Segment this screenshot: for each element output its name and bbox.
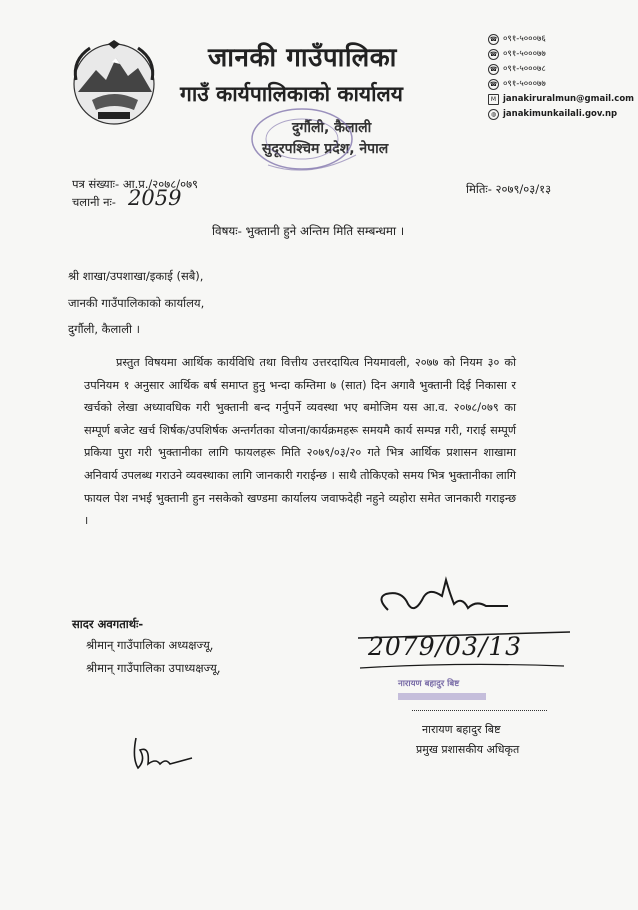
cc-heading: सादर अवगतार्थः- [72,617,144,631]
signatory-title: प्रमुख प्रशासकीय अधिकृत [416,743,520,756]
signature-dots [412,710,547,711]
name-stamp: नारायण बहादुर बिष्ट [398,678,548,706]
place-line: दुर्गौली, कैलाली [292,120,372,136]
addressee-line-2: जानकी गाउँपालिकाको कार्यालय, [68,296,205,310]
contact-block [488,32,634,122]
phone-row-2: ☎ ०९१-५०००७७ [489,49,546,59]
signatory-name: नारायण बहादुर बिष्ट [422,723,501,736]
handwritten-date: 2079/03/13 [368,632,523,661]
dispatch-number: 2059 [128,186,182,210]
letter-number: पत्र संख्याः- आ.प्र./२०७८/०७९ [72,177,199,191]
phone-icon: ☎ [489,36,498,43]
mail-icon: M [488,94,499,105]
dispatch-label: चलानी नः- [72,195,116,209]
addressee-line-1: श्री शाखा/उपशाखा/इकाई (सबै), [68,269,204,283]
phone-icon: ☎ [489,81,498,88]
email-row: M janakiruralmun@gmail.com [488,92,634,107]
phone-row-4: ☎ ०९१-५०००७७ [489,79,546,89]
globe-icon: ◍ [488,109,499,120]
letter-date: मितिः- २०७९/०३/१३ [466,182,552,196]
website-row: ◍ janakimunkailali.gov.np [488,107,634,122]
province-line: सुदूरपश्चिम प्रदेश, नेपाल [262,141,389,157]
office-title: गाउँ कार्यपालिकाको कार्यालय [180,82,403,106]
letter-body: प्रस्तुत विषयमा आर्थिक कार्यविधि तथा वित्तीय उत्तरदायित्व नियमावली, २०७७ को नियम ३० को उपनियम १ अनुसार आर्थिक बर्ष समाप्त हुनु भन्दा कम्तिमा ७ (सात) दिन अगावै भुक्तानी दिई निकासा र खर्चको लेखा अध्यावधिक गरी भुक्तानी बन्द गर्नुपर्ने व्यवस्था भए बमोजिम यस आ.व. २०७८/०७९ का सम्पूर्ण बजेट खर्च शिर्षक/उपशिर्षक अन्तर्गतका योजना/कार्यक्रमहरू समयमै कार्य सम्पन्न गरी, गराई सम्पूर्ण प्रकिया पुरा गरी भुक्तानीका लागि फायलहरू मिति २०७९/०३/२० गते भित्र आर्थिक प्रशासन शाखामा अनिवार्य उपलब्ध गराउने व्यवस्थाका लागि जानकारी गराईन्छ । साथै तोकिएको समय भित्र भुक्तानीका लागि फायल पेश नभई भुक्तानी हुन नसकेको खण्डमा कार्यालय जवाफदेही नहुने व्यहोरा समेत जानकारी गराइन्छ । [84,356,516,528]
municipality-title: जानकी गाउँपालिका [208,43,397,73]
handwritten-signature [358,570,573,680]
phone-row-1: ☎ ०९१-५०००७६ [489,34,546,44]
nepal-emblem-logo [68,40,160,128]
phone-row-3: ☎ ०९१-५०००७८ [489,64,546,74]
cc-item-2: श्रीमान् गाउँपालिका उपाध्यक्षज्यू, [86,661,221,675]
addressee-line-3: दुर्गौली, कैलाली । [68,322,141,336]
cc-item-1: श्रीमान् गाउँपालिका अध्यक्षज्यू, [86,638,214,652]
subject-line: विषयः- भुक्तानी हुने अन्तिम मिति सम्बन्धमा । [212,224,405,238]
phone-icon: ☎ [489,51,498,58]
office-stamp [250,105,370,183]
initials-signature [130,728,200,778]
phone-icon: ☎ [489,66,498,73]
